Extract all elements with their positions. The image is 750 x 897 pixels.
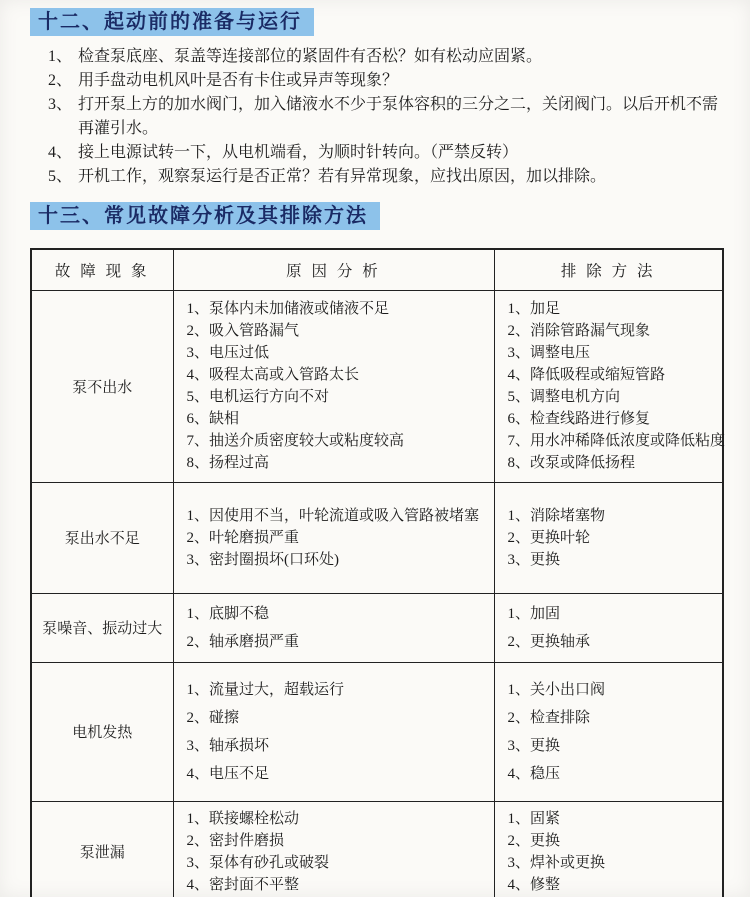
list-item-number: 1、 [48,48,73,65]
remedy-line: 1、加足 [507,301,561,317]
cause-line: 3、电压过低 [186,345,270,361]
remedy-line: 2、更换轴承 [507,633,591,650]
list-item-text: 用手盘动电机风叶是否有卡住或异声等现象？ [78,72,399,89]
list-item-text: 接上电源试转一下，从电机端看，为顺时针转向。（严禁反转） [78,144,519,161]
list-item-text: 打开泵上方的加水阀门，加入储液水不少于泵体容积的三分之二，关闭阀门。以后开机不需再灌引水。 [78,96,719,137]
cause-line: 4、密封面不平整 [186,876,300,893]
cause-line: 4、吸程太高或入管路太长 [186,367,360,383]
cause-line: 3、轴承损坏 [186,737,270,754]
cause-line: 2、密封件磨损 [186,832,285,849]
table-row [31,662,723,801]
cause-line: 3、密封圈损坏(口环处) [186,551,339,568]
cause-line: 4、电压不足 [186,765,270,782]
cause-line: 2、轴承磨损严重 [186,633,300,650]
prep-item-list [48,45,723,189]
list-item-number: 5、 [48,168,73,185]
remedy-line: 2、检查排除 [507,709,591,726]
fault-cell: 电机发热 [31,662,173,801]
cause-line: 3、泵体有砂孔或破裂 [186,854,330,871]
cause-line: 1、流量过大，超载运行 [186,681,345,698]
causes-cell [173,662,494,801]
table-row [31,482,723,593]
remedy-line: 1、消除堵塞物 [507,507,606,524]
cause-line: 2、叶轮磨损严重 [186,529,300,546]
fault-cell: 泵不出水 [31,290,173,482]
remedy-line: 3、更换 [507,737,561,754]
remedy-line: 4、降低吸程或缩短管路 [507,367,666,383]
remedies-cell [494,593,723,662]
remedy-line: 1、加固 [507,605,561,622]
remedy-line: 3、焊补或更换 [507,854,606,871]
table-header-row [31,249,723,290]
fault-cell: 泵噪音、振动过大 [31,593,173,662]
list-item-text: 开机工作，观察泵运行是否正常？若有异常现象，应找出原因，加以排除。 [78,168,607,185]
remedies-cell [494,290,726,482]
remedy-line: 6、检查线路进行修复 [507,411,651,427]
fault-table [30,248,724,897]
cause-line: 2、碰擦 [186,709,240,726]
list-item-number: 3、 [48,96,73,113]
remedy-line: 3、调整电压 [507,345,591,361]
list-item-text: 检查泵底座、泵盖等连接部位的紧固件有否松？如有松动应固紧。 [78,48,543,65]
list-item [48,45,723,69]
table-row [31,290,723,482]
column-header-cause: 原 因 分 析 [173,249,494,290]
list-item [48,165,723,189]
section-title-faults: 十三、常见故障分析及其排除方法 [30,202,380,230]
remedy-line: 2、消除管路漏气现象 [507,323,651,339]
remedies-cell [494,662,723,801]
list-item [48,141,723,165]
cause-line: 8、扬程过高 [186,455,270,471]
remedy-line: 2、更换叶轮 [507,529,591,546]
cause-line: 5、电机运行方向不对 [186,389,330,405]
cause-line: 7、抽送介质密度较大或粘度较高 [186,433,405,449]
column-header-remedy: 排 除 方 法 [494,249,723,290]
list-item-number: 4、 [48,144,73,161]
fault-cell: 泵泄漏 [31,801,173,897]
remedy-line: 1、固紧 [507,810,561,827]
remedy-line: 4、稳压 [507,765,561,782]
remedies-cell [494,482,723,593]
causes-cell [173,593,494,662]
causes-cell [173,801,494,897]
cause-line: 2、吸入管路漏气 [186,323,300,339]
remedy-line: 4、修整 [507,876,561,893]
cause-line: 1、底脚不稳 [186,605,270,622]
remedy-line: 2、更换 [507,832,561,849]
table-row [31,801,723,897]
remedies-cell [494,801,723,897]
fault-cell: 泵出水不足 [31,482,173,593]
remedy-line: 5、调整电机方向 [507,389,621,405]
cause-line: 1、联接螺栓松动 [186,810,300,827]
causes-cell [173,290,494,482]
cause-line: 1、泵体内未加储液或储液不足 [186,301,390,317]
remedy-line: 1、关小出口阀 [507,681,606,698]
column-header-fault: 故 障 现 象 [31,249,173,290]
list-item-number: 2、 [48,72,73,89]
remedy-line: 8、改泵或降低扬程 [507,455,636,471]
list-item [48,93,723,141]
list-item [48,69,723,93]
remedy-line: 3、更换 [507,551,561,568]
cause-line: 1、因使用不当，叶轮流道或吸入管路被堵塞 [186,507,480,524]
remedy-line: 7、用水冲稀降低浓度或降低粘度 [507,433,726,449]
causes-cell [173,482,494,593]
table-row [31,593,723,662]
section-title-prep: 十二、起动前的准备与运行 [30,8,314,36]
cause-line: 6、缺相 [186,411,240,427]
